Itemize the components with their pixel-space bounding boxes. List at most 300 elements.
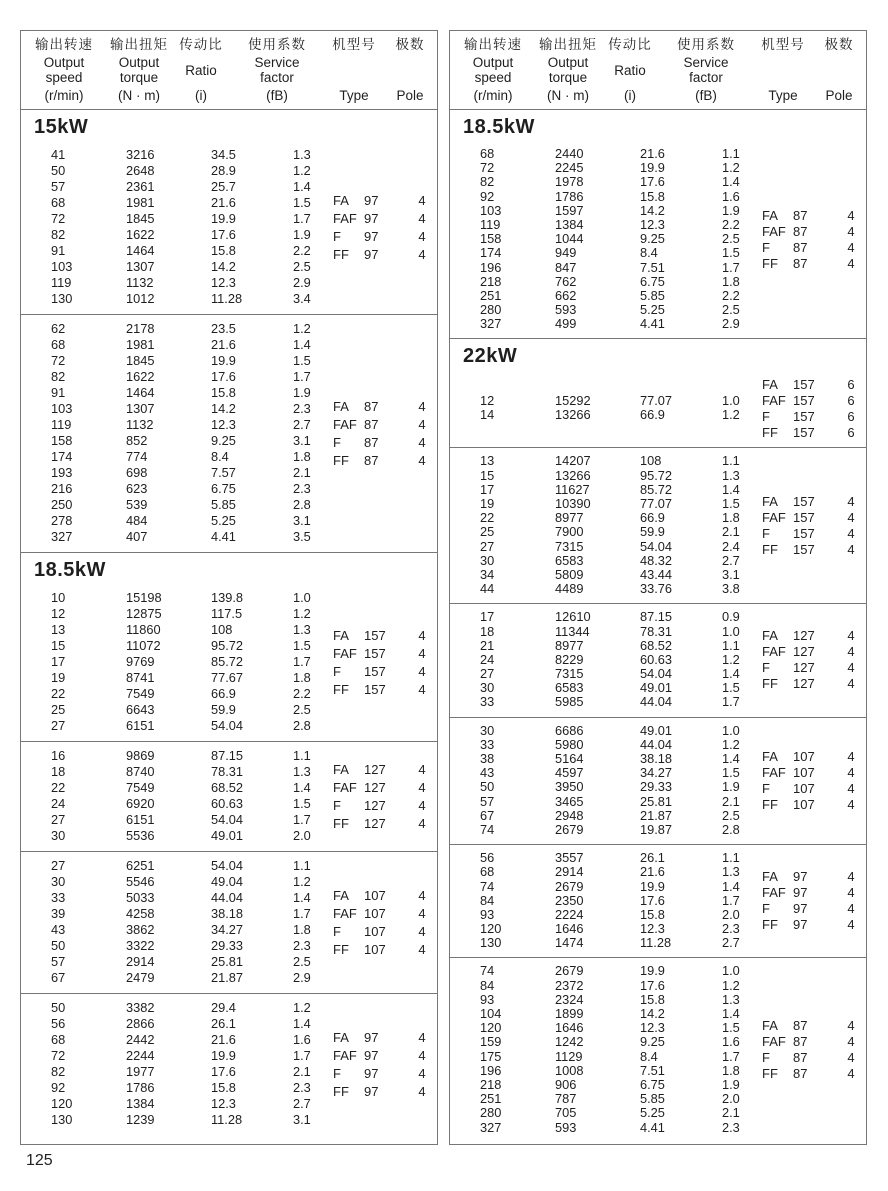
table-row	[450, 993, 762, 1007]
type-label	[762, 628, 824, 643]
output-torque-value: 1646	[555, 1020, 584, 1036]
output-torque-value: 1786	[555, 188, 584, 204]
service-factor-value: 1.2	[293, 321, 311, 336]
output-speed-value: 216	[51, 481, 73, 496]
ratio-value: 34.5	[211, 147, 236, 162]
type-label	[762, 676, 824, 691]
pole-value: 4	[847, 917, 855, 933]
service-factor-value: 1.4	[722, 878, 740, 894]
output-speed-value: 327	[480, 1119, 502, 1135]
type-prefix: FF	[333, 452, 349, 468]
pole-value: 4	[847, 764, 855, 780]
ratio-value: 19.9	[640, 878, 665, 894]
ratio-value: 15.8	[211, 1080, 236, 1095]
output-torque-value: 4489	[555, 581, 584, 597]
table-row	[450, 908, 762, 922]
output-speed-value: 12	[480, 393, 495, 409]
service-factor-value: 1.0	[722, 623, 740, 639]
ratio-value: 85.72	[640, 481, 673, 497]
output-speed-value: 218	[480, 273, 502, 289]
header-label-zh: 输出扭矩	[110, 37, 168, 52]
type-size: 127	[364, 761, 386, 777]
service-factor-value: 1.4	[722, 666, 740, 682]
output-speed-value: 38	[480, 751, 495, 766]
output-torque-value: 12875	[126, 606, 162, 621]
service-factor-value: 1.9	[722, 202, 740, 218]
pole-value: 4	[847, 239, 855, 255]
table-row	[450, 175, 762, 189]
ratio-value: 7.51	[640, 259, 665, 275]
ratio-value: 77.07	[640, 393, 673, 409]
table-row	[450, 261, 762, 275]
type-prefix: FF	[762, 917, 778, 933]
type-prefix: F	[333, 923, 341, 939]
type-pole-group	[762, 748, 866, 812]
table-row	[450, 695, 762, 709]
ratio-value: 14.2	[640, 1006, 665, 1021]
service-factor-value: 1.2	[293, 1000, 311, 1015]
pole-value: 4	[418, 761, 426, 777]
output-speed-value: 39	[51, 906, 66, 921]
table-row	[21, 874, 333, 890]
pole-value: 4	[847, 493, 855, 509]
service-factor-value: 1.5	[293, 353, 311, 368]
service-factor-value: 1.0	[722, 393, 740, 409]
type-size: 87	[364, 434, 379, 450]
service-factor-value: 1.3	[722, 991, 740, 1007]
ratio-value: 34.27	[211, 922, 244, 937]
ratio-value: 85.72	[211, 654, 244, 669]
ratio-value: 17.6	[640, 174, 665, 190]
type-label	[762, 208, 824, 223]
output-torque-value: 2178	[126, 321, 155, 336]
table-row	[450, 922, 762, 936]
type-prefix: FA	[333, 627, 349, 643]
output-torque-value: 1981	[126, 195, 155, 210]
type-label	[762, 256, 824, 271]
type-label	[333, 229, 395, 244]
service-factor-value: 1.3	[722, 864, 740, 880]
ratio-value: 68.52	[640, 637, 673, 653]
ratio-value: 60.63	[640, 651, 673, 667]
ratio-value: 19.9	[211, 211, 236, 226]
ratio-value: 38.18	[640, 751, 673, 766]
table-header	[450, 31, 866, 110]
table-row	[21, 970, 333, 986]
output-speed-value: 15	[480, 467, 495, 483]
type-size: 127	[364, 815, 386, 831]
ratio-value: 9.25	[640, 231, 665, 247]
type-label	[762, 781, 824, 796]
pole-value: 4	[847, 885, 855, 901]
table-row	[21, 922, 333, 938]
ratio-value: 21.87	[640, 807, 673, 823]
ratio-value: 15.8	[211, 243, 236, 258]
output-speed-value: 93	[480, 991, 495, 1007]
output-speed-value: 120	[480, 921, 502, 937]
table-row	[450, 525, 762, 539]
pole-value: 4	[847, 676, 855, 692]
output-speed-value: 92	[51, 1080, 66, 1095]
ratio-value: 9.25	[211, 433, 236, 448]
type-row	[762, 509, 866, 525]
table-row	[21, 321, 333, 337]
output-speed-value: 130	[51, 1112, 73, 1127]
table-row	[450, 147, 762, 161]
service-factor-value: 1.9	[293, 227, 311, 242]
type-size: 97	[364, 210, 379, 226]
table-row	[450, 554, 762, 568]
output-speed-value: 278	[51, 513, 73, 528]
type-row	[762, 869, 866, 885]
output-speed-value: 25	[51, 702, 66, 717]
output-torque-value: 14207	[555, 453, 591, 469]
type-label	[762, 526, 824, 541]
pole-value: 4	[847, 660, 855, 676]
output-torque-value: 11072	[126, 638, 161, 653]
output-torque-value: 949	[555, 245, 577, 261]
output-torque-value: 2648	[126, 163, 155, 178]
service-factor-value: 1.2	[722, 977, 740, 993]
type-prefix: FAF	[333, 416, 357, 432]
header-label-zh: 极数	[395, 37, 425, 52]
output-speed-value: 158	[480, 231, 502, 247]
ratio-value: 66.9	[640, 407, 665, 423]
service-factor-value: 1.7	[722, 259, 740, 275]
type-label	[762, 494, 824, 509]
service-factor-value: 3.1	[722, 566, 740, 582]
type-prefix: FA	[762, 748, 778, 764]
output-torque-value: 847	[555, 259, 577, 275]
output-speed-value: 251	[480, 1091, 502, 1107]
output-torque-value: 906	[555, 1076, 577, 1092]
type-size: 157	[364, 681, 386, 697]
header-label-zh: 传动比	[608, 37, 652, 52]
type-prefix: F	[333, 434, 341, 450]
pole-value: 6	[847, 408, 855, 424]
output-torque-value: 5980	[555, 736, 584, 752]
ratio-value: 5.85	[211, 497, 236, 512]
output-torque-value: 762	[555, 273, 577, 289]
type-pole-group	[762, 207, 866, 271]
output-torque-value: 1474	[555, 935, 584, 951]
type-size: 87	[793, 1050, 808, 1066]
output-speed-value: 24	[480, 651, 495, 667]
table-row	[450, 979, 762, 993]
service-factor-value: 2.7	[722, 552, 740, 568]
pole-value: 4	[847, 628, 855, 644]
output-speed-value: 30	[480, 722, 495, 738]
type-prefix: FA	[333, 1029, 349, 1045]
table-row	[21, 890, 333, 906]
header-unit: (r/min)	[44, 88, 84, 104]
ratio-value: 29.33	[211, 938, 244, 953]
table-row	[21, 163, 333, 179]
output-torque-value: 2372	[555, 977, 584, 993]
ratio-value: 12.3	[640, 1020, 665, 1036]
output-speed-value: 57	[480, 793, 495, 809]
pole-value: 4	[418, 1047, 426, 1063]
table-row	[21, 796, 333, 812]
output-speed-value: 18	[480, 623, 495, 639]
type-prefix: FA	[762, 869, 778, 885]
ratio-value: 21.6	[211, 195, 236, 210]
table-row	[21, 513, 333, 529]
table-row	[21, 906, 333, 922]
pole-value: 4	[418, 797, 426, 813]
ratio-value: 54.04	[640, 538, 673, 554]
pole-value: 4	[847, 1018, 855, 1034]
type-size: 97	[793, 917, 808, 933]
table-row	[450, 851, 762, 865]
type-pole-group	[762, 493, 866, 557]
output-torque-value: 1622	[126, 369, 155, 384]
table-row	[450, 289, 762, 303]
spec-block	[450, 448, 866, 603]
service-factor-value: 1.0	[722, 722, 740, 738]
output-speed-value: 120	[480, 1020, 502, 1036]
spec-block	[21, 852, 437, 993]
service-factor-value: 1.8	[722, 1062, 740, 1078]
ratio-value: 7.51	[640, 1062, 665, 1078]
output-speed-value: 327	[480, 316, 502, 332]
header-label-en: Output torque	[118, 55, 160, 85]
ratio-value: 68.52	[211, 780, 244, 795]
output-speed-value: 104	[480, 1006, 502, 1021]
type-label	[333, 1066, 395, 1081]
ratio-value: 23.5	[211, 321, 236, 336]
output-torque-value: 2679	[555, 963, 584, 979]
table-row	[450, 964, 762, 978]
type-size: 127	[793, 660, 815, 676]
ratio-value: 12.3	[640, 216, 665, 232]
output-torque-value: 1012	[126, 291, 155, 306]
type-row	[333, 626, 437, 644]
header-column	[323, 38, 385, 104]
pole-value: 4	[418, 192, 426, 208]
output-torque-value: 8977	[555, 510, 584, 526]
output-speed-value: 57	[51, 954, 66, 969]
ratio-value: 95.72	[640, 467, 673, 483]
type-row	[762, 239, 866, 255]
output-speed-value: 56	[480, 850, 495, 866]
type-pole-group	[333, 397, 437, 469]
type-prefix: F	[762, 239, 770, 255]
type-size: 97	[364, 1083, 379, 1099]
service-factor-value: 2.7	[722, 935, 740, 951]
output-torque-value: 3465	[555, 793, 584, 809]
output-speed-value: 18	[51, 764, 66, 779]
table-row	[450, 469, 762, 483]
type-prefix: FF	[762, 541, 778, 557]
output-torque-value: 1044	[555, 231, 584, 247]
output-speed-value: 24	[51, 796, 66, 811]
output-speed-value: 33	[480, 694, 495, 710]
service-factor-value: 2.3	[293, 1080, 311, 1095]
type-size: 107	[793, 780, 815, 796]
type-row	[762, 885, 866, 901]
table-row	[450, 1092, 762, 1106]
pole-value: 4	[847, 644, 855, 660]
ratio-value: 14.2	[211, 401, 236, 416]
pole-value: 4	[418, 210, 426, 226]
output-torque-value: 539	[126, 497, 148, 512]
type-row	[333, 662, 437, 680]
output-speed-value: 130	[51, 291, 73, 306]
output-speed-value: 27	[51, 858, 66, 873]
type-prefix: FA	[762, 493, 778, 509]
type-label	[762, 425, 824, 440]
output-torque-value: 2914	[126, 954, 155, 969]
type-prefix: F	[762, 780, 770, 796]
type-size: 97	[793, 885, 808, 901]
type-size: 157	[793, 509, 815, 525]
table-row	[21, 590, 333, 606]
ratio-value: 11.28	[640, 935, 672, 951]
ratio-value: 77.67	[211, 670, 244, 685]
ratio-value: 77.07	[640, 496, 673, 511]
pole-value: 4	[418, 1083, 426, 1099]
type-row	[762, 676, 866, 692]
spec-block	[21, 742, 437, 851]
header-label-zh: 输出扭矩	[539, 37, 597, 52]
type-row	[333, 796, 437, 814]
ratio-value: 54.04	[211, 718, 244, 733]
output-speed-value: 93	[480, 906, 495, 922]
service-factor-value: 3.8	[722, 581, 740, 597]
service-factor-value: 3.1	[293, 1112, 311, 1127]
header-label-en: Ratio	[185, 62, 217, 78]
pole-value: 4	[418, 815, 426, 831]
type-size: 97	[364, 1029, 379, 1045]
ratio-value: 95.72	[211, 638, 244, 653]
ratio-value: 8.4	[640, 1048, 658, 1064]
pole-value: 4	[418, 779, 426, 795]
ratio-value: 19.9	[211, 1048, 236, 1063]
output-torque-value: 2361	[126, 179, 155, 194]
output-torque-value: 1129	[555, 1048, 583, 1064]
header-column	[385, 38, 435, 104]
type-label	[333, 664, 395, 679]
spec-table-panels	[20, 30, 867, 1145]
type-prefix: F	[333, 228, 341, 244]
output-speed-value: 57	[51, 179, 66, 194]
spec-rows	[450, 851, 762, 950]
type-row	[762, 1066, 866, 1082]
header-column	[814, 38, 864, 104]
page-number: 125	[26, 1152, 53, 1169]
spec-rows	[450, 610, 762, 709]
output-speed-value: 10	[51, 590, 66, 605]
output-torque-value: 2866	[126, 1016, 155, 1031]
type-pole-group	[762, 376, 866, 440]
type-prefix: FAF	[333, 1047, 357, 1063]
type-label	[333, 798, 395, 813]
header-column	[752, 38, 814, 104]
service-factor-value: 2.2	[293, 686, 311, 701]
service-factor-value: 1.8	[722, 510, 740, 526]
pole-value: 4	[847, 901, 855, 917]
type-label	[762, 409, 824, 424]
table-row	[21, 938, 333, 954]
output-speed-value: 27	[51, 812, 66, 827]
table-row	[21, 481, 333, 497]
type-row	[333, 778, 437, 796]
table-row	[450, 568, 762, 582]
type-label	[762, 765, 824, 780]
output-speed-value: 67	[51, 970, 66, 985]
pole-value: 4	[418, 246, 426, 262]
type-prefix: FA	[762, 628, 778, 644]
type-size: 97	[364, 1065, 379, 1081]
ratio-value: 12.3	[211, 1096, 236, 1111]
output-torque-value: 6920	[126, 796, 155, 811]
type-size: 87	[793, 1034, 808, 1050]
output-speed-value: 175	[480, 1048, 502, 1064]
output-torque-value: 6151	[126, 718, 155, 733]
panel-left	[20, 30, 438, 1145]
service-factor-value: 2.5	[722, 807, 740, 823]
output-torque-value: 11627	[555, 481, 590, 497]
service-factor-value: 1.5	[722, 1020, 740, 1036]
output-torque-value: 13266	[555, 467, 591, 483]
type-row	[333, 451, 437, 469]
section-title: 22kW	[463, 345, 518, 368]
output-torque-value: 6151	[126, 812, 155, 827]
spec-rows	[21, 1000, 333, 1128]
service-factor-value: 2.2	[722, 216, 740, 232]
type-size: 97	[364, 246, 379, 262]
service-factor-value: 1.4	[293, 780, 311, 795]
ratio-value: 108	[640, 453, 662, 469]
output-torque-value: 1132	[126, 275, 154, 290]
table-row	[21, 401, 333, 417]
type-label	[762, 901, 824, 916]
spec-block	[450, 845, 866, 957]
type-size: 107	[793, 764, 815, 780]
table-row	[450, 454, 762, 468]
header-label-zh: 机型号	[761, 37, 805, 52]
type-prefix: FA	[333, 887, 349, 903]
output-speed-value: 15	[51, 638, 66, 653]
output-speed-value: 43	[51, 922, 66, 937]
type-prefix: F	[762, 1050, 770, 1066]
service-factor-value: 1.2	[293, 606, 311, 621]
spec-rows	[450, 394, 762, 422]
type-prefix: FAF	[333, 210, 357, 226]
table-row	[21, 670, 333, 686]
type-size: 157	[364, 663, 386, 679]
output-torque-value: 6583	[555, 552, 584, 568]
type-size: 127	[364, 779, 386, 795]
header-unit: (N · m)	[118, 88, 160, 104]
table-row	[450, 394, 762, 408]
output-speed-value: 33	[51, 890, 66, 905]
ratio-value: 21.6	[640, 146, 665, 161]
type-size: 107	[793, 796, 815, 812]
type-label	[333, 646, 395, 661]
table-row	[450, 766, 762, 780]
spec-rows	[21, 590, 333, 734]
output-torque-value: 1845	[126, 211, 155, 226]
output-speed-value: 82	[51, 1064, 66, 1079]
type-row	[333, 397, 437, 415]
output-torque-value: 593	[555, 302, 577, 318]
type-row	[762, 1018, 866, 1034]
table-row	[21, 147, 333, 163]
table-row	[21, 1048, 333, 1064]
service-factor-value: 1.7	[293, 211, 311, 226]
